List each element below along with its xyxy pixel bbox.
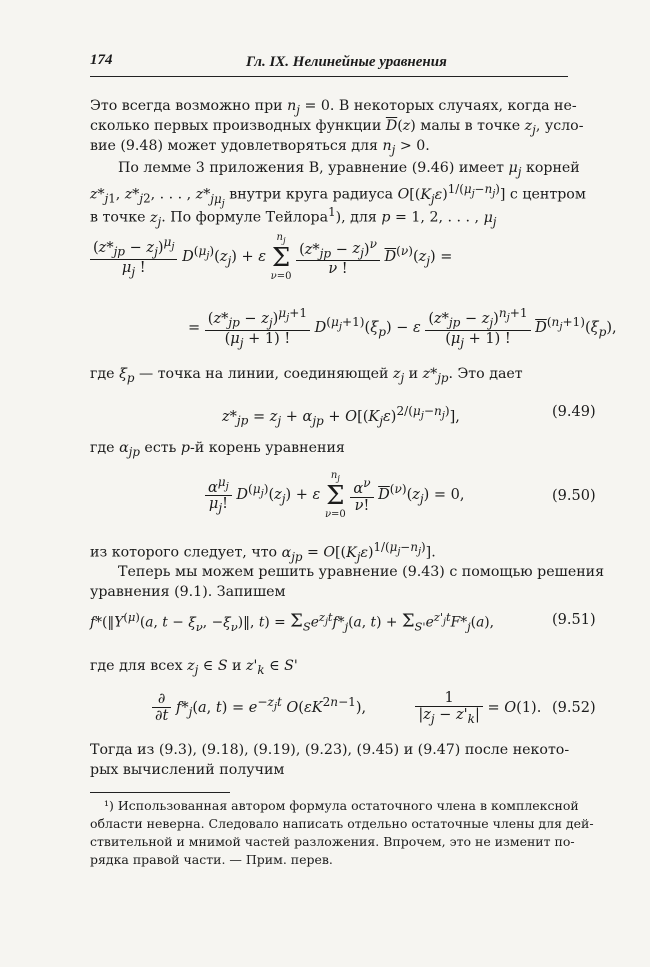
running-header: Гл. IX. Нелинейные уравнения	[246, 54, 447, 70]
para5: из которого следует, что $\alpha_{jp} = O[(K_j\varepsilon)^{1/(\mu_j-n_j)}]$.	[90, 540, 436, 564]
para2-line1: По лемме 3 приложения В, уравнение (9.46) имеет $\mu_j$ корней	[118, 160, 580, 179]
eq-9-51-number: (9.51)	[552, 612, 596, 628]
footnote-rule	[90, 792, 230, 793]
para1-line1: Это всегда возможно при $n_j = 0$. В некоторых случаях, когда не-	[90, 98, 577, 117]
para6-line2: уравнения (9.1). Запишем	[90, 584, 286, 600]
eq-9-52: $\frac{\partial}{\partial t}$ $f*_j(a$, $t) = e^{-z_jt}$ $O(\varepsilon K^{2n-1})$, $\frac{1}{|z_j - z'_k|}$ = O(1).	[152, 690, 541, 726]
eq-9-49-number: (9.49)	[552, 404, 596, 420]
footnote-line3: ствительной и мнимой частей разложения. Впрочем, это не изменит по-	[90, 834, 575, 849]
eq-9-50: $\frac{\alpha^{\mu_j}}{\mu_j!}$ $D^{(\mu_j)}(z_j) + \varepsilon$ $n_j$ Σ ν=0 $\frac{\alpha^\nu}{\nu!}$ $\overline{D}^{(\nu)}(z_j) = 0$,	[205, 470, 464, 520]
taylor-line1: $\frac{(z*_{jp} - z_j)^{\mu_j}}{\mu_j !}$ $D^{(\mu_j)}(z_j) + \varepsilon$ $n_j$ Σ ν=0 $\frac{(z*_{jp} - z_j)^\nu}{\nu !}$ $\overline{D}^{(\nu)}(z_j)$ =	[90, 232, 452, 282]
eq-9-49: $z*_{jp} = z_j + \alpha_{jp} + O[(K_j\varepsilon)^{2/(\mu_j-n_j)}]$,	[222, 404, 460, 428]
para1-line2: сколько первых производных функции $\overline{D}(z)$ малы в точке $z_j$, усло-	[90, 118, 584, 137]
para8-line2: рых вычислений получим	[90, 762, 285, 778]
eq-9-52-number: (9.52)	[552, 700, 596, 716]
para4: где $\alpha_{jp}$ есть p-й корень уравнения	[90, 440, 345, 459]
para1-line3: вие (9.48) может удовлетворяться для $n_j > 0$.	[90, 138, 430, 157]
para6-line1: Теперь мы можем решить уравнение (9.43) с помощью решения	[118, 564, 605, 580]
para7: где для всех $z_j$ ∈ S и $z'_k$ ∈ S'	[90, 658, 298, 677]
footnote-line2: области неверна. Следовало написать отдельно остаточные члены для дей-	[90, 816, 594, 831]
footnote-line4: рядка правой части. — Прим. перев.	[90, 852, 333, 867]
para8-line1: Тогда из (9.3), (9.18), (9.19), (9.23), (9.45) и (9.47) после некото-	[90, 742, 570, 758]
eq-9-50-number: (9.50)	[552, 488, 596, 504]
para3: где $\xi_p$ — точка на линии, соединяющей $z_j$ и $z*_{jp}$. Это дает	[90, 366, 523, 385]
eq-9-51: $f*(‖Y^{(\mu)}(a$, $t - \xi_\nu$, $-\xi_\nu)‖$, $t) = \Sigma_Se^{z_jt}f*_j(a$, $t) + \Sigma_{S'}e^{z'_jt}F*_j(a)$,	[90, 610, 495, 634]
taylor-line2: = $\frac{(z*_{jp} - z_j)^{\mu_j+1}}{(\mu_j + 1) !}$ $D^{(\mu_j+1)}(\xi_p) - \varepsilon$ $\frac{(z*_{jp} - z_j)^{n_j+1}}{(\mu_j + 1) !}$ $\overline{D}^{(n_j+1)}(\xi_p)$,	[188, 306, 617, 350]
para2-line2: $z*_{j1}$, $z*_{j2}$, . . . , $z*_{j\mu_j}$ внутри круга радиуса $O[(K_j\varepsilon)^{1/(\mu_j-n_j)}]$ с центром	[90, 182, 586, 209]
footnote-line1: ¹) Использованная автором формула остаточного члена в комплексной	[104, 798, 579, 813]
para2-line3: в точке $z_j$. По формуле Тейлора$^1$), для p = 1, 2, . . . , $\mu_j$	[90, 205, 497, 229]
page-number: 174	[90, 52, 113, 68]
header-rule	[90, 76, 568, 77]
